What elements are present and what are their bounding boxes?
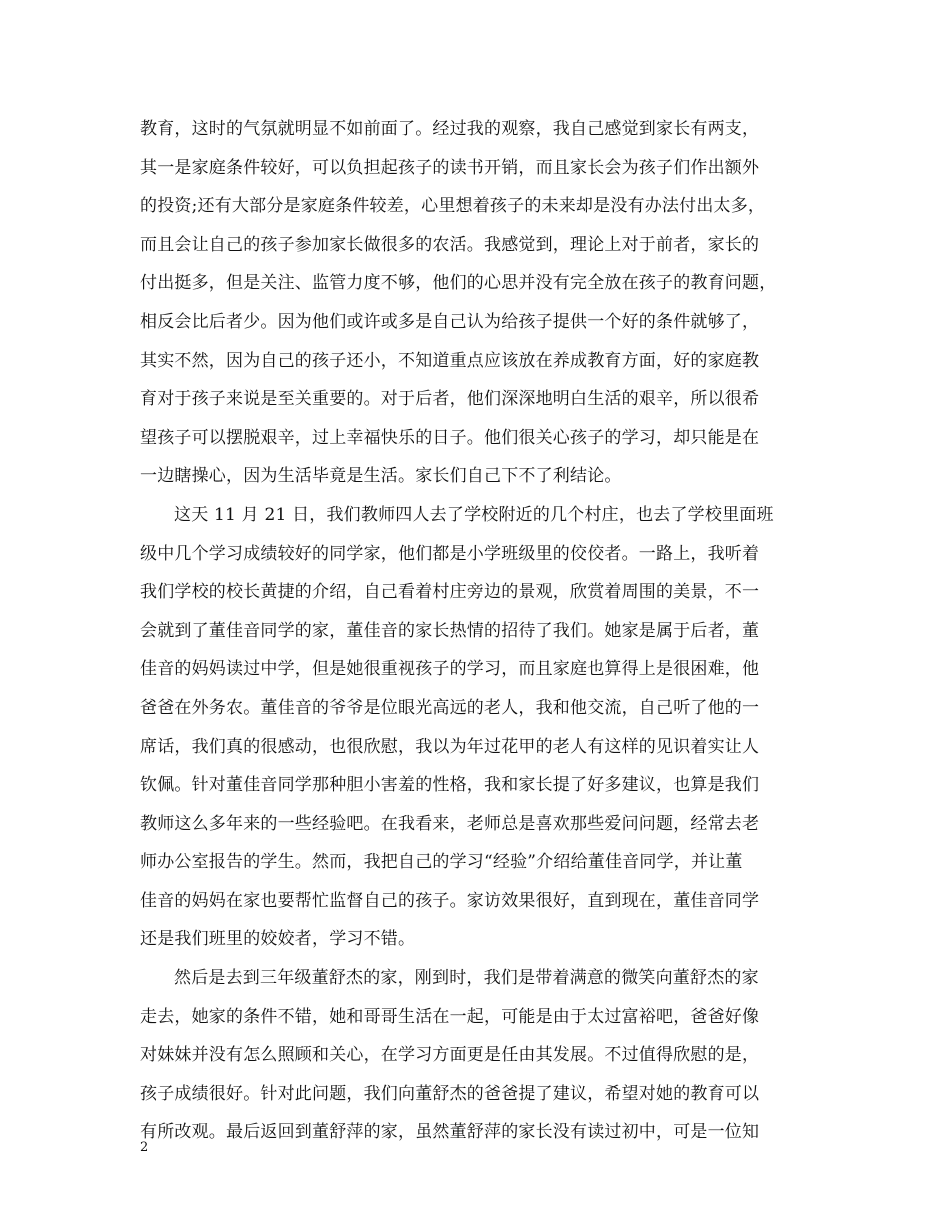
text-line: 级中几个学习成绩较好的同学家，他们都是小学班级里的佼佼者。一路上，我听着 [140, 543, 760, 564]
paragraph [140, 496, 820, 959]
text-line: 孩子成绩很好。针对此问题，我们向董舒杰的爸爸提了建议，希望对她的教育可以 [140, 1083, 760, 1104]
paragraph [140, 110, 820, 496]
text-line: 佳音的妈妈在家也要帮忙监督自己的孩子。家访效果很好，直到现在，董佳音同学 [140, 890, 760, 911]
text-line: 相反会比后者少。因为他们或许或多是自己认为给孩子提供一个好的条件就够了， [140, 311, 760, 332]
text-line: 育对于孩子来说是至关重要的。对于后者，他们深深地明白生活的艰辛，所以很希 [140, 389, 760, 410]
text-line: 而且会让自己的孩子参加家长做很多的农活。我感觉到，理论上对于前者，家长的 [140, 234, 760, 255]
text-line: 会就到了董佳音同学的家，董佳音的家长热情的招待了我们。她家是属于后者，董 [140, 620, 760, 641]
text-line: 对妹妹并没有怎么照顾和关心，在学习方面更是任由其发展。不过值得欣慰的是， [140, 1045, 760, 1066]
body-text [140, 110, 820, 1152]
text-line: 然后是去到三年级董舒杰的家，刚到时，我们是带着满意的微笑向董舒杰的家 [174, 968, 759, 989]
text-line: 教师这么多年来的一些经验吧。在我看来，老师总是喜欢那些爱问问题，经常去老 [140, 813, 760, 834]
text-line: 一边瞎操心，因为生活毕竟是生活。家长们自己下不了利结论。 [140, 466, 622, 487]
text-line: 爸爸在外务农。董佳音的爷爷是位眼光高远的老人，我和他交流，自己听了他的一 [140, 697, 760, 718]
text-line: 有所改观。最后返回到董舒萍的家，虽然董舒萍的家长没有读过初中，可是一位知 [140, 1122, 760, 1143]
text-line: 付出挺多，但是关注、监管力度不够，他们的心思并没有完全放在孩子的教育问题， [140, 273, 777, 294]
text-line: 师办公室报告的学生。然而，我把自己的学习“经验”介绍给董佳音同学，并让董 [140, 852, 743, 873]
paragraph [140, 959, 820, 1152]
text-line: 钦佩。针对董佳音同学那种胆小害羞的性格，我和家长提了好多建议，也算是我们 [140, 775, 760, 796]
text-line: 其实不然，因为自己的孩子还小，不知道重点应该放在养成教育方面，好的家庭教 [140, 350, 760, 371]
text-line: 其一是家庭条件较好，可以负担起孩子的读书开销，而且家长会为孩子们作出额外 [140, 157, 760, 178]
text-line: 望孩子可以摆脱艰辛，过上幸福快乐的日子。他们很关心孩子的学习，却只能是在 [140, 427, 760, 448]
text-line: 佳音的妈妈读过中学，但是她很重视孩子的学习，而且家庭也算得上是很困难，他 [140, 659, 760, 680]
text-line: 的投资;还有大部分是家庭条件较差，心里想着孩子的未来却是没有办法付出太多， [140, 196, 766, 217]
page-number: 2 [140, 1140, 149, 1155]
text-line: 席话，我们真的很感动，也很欣慰，我以为年过花甲的老人有这样的见识着实让人 [140, 736, 760, 757]
text-line: 走去，她家的条件不错，她和哥哥生活在一起，可能是由于太过富裕吧，爸爸好像 [140, 1006, 760, 1027]
text-line: 还是我们班里的姣姣者，学习不错。 [140, 929, 416, 950]
text-line: 我们学校的校长黄捷的介绍，自己看着村庄旁边的景观，欣赏着周围的美景，不一 [140, 582, 760, 603]
text-line: 这天 11 月 21 日，我们教师四人去了学校附近的几个村庄，也去了学校里面班 [174, 504, 774, 525]
text-line: 教育，这时的气氛就明显不如前面了。经过我的观察，我自己感觉到家长有两支， [140, 119, 760, 139]
